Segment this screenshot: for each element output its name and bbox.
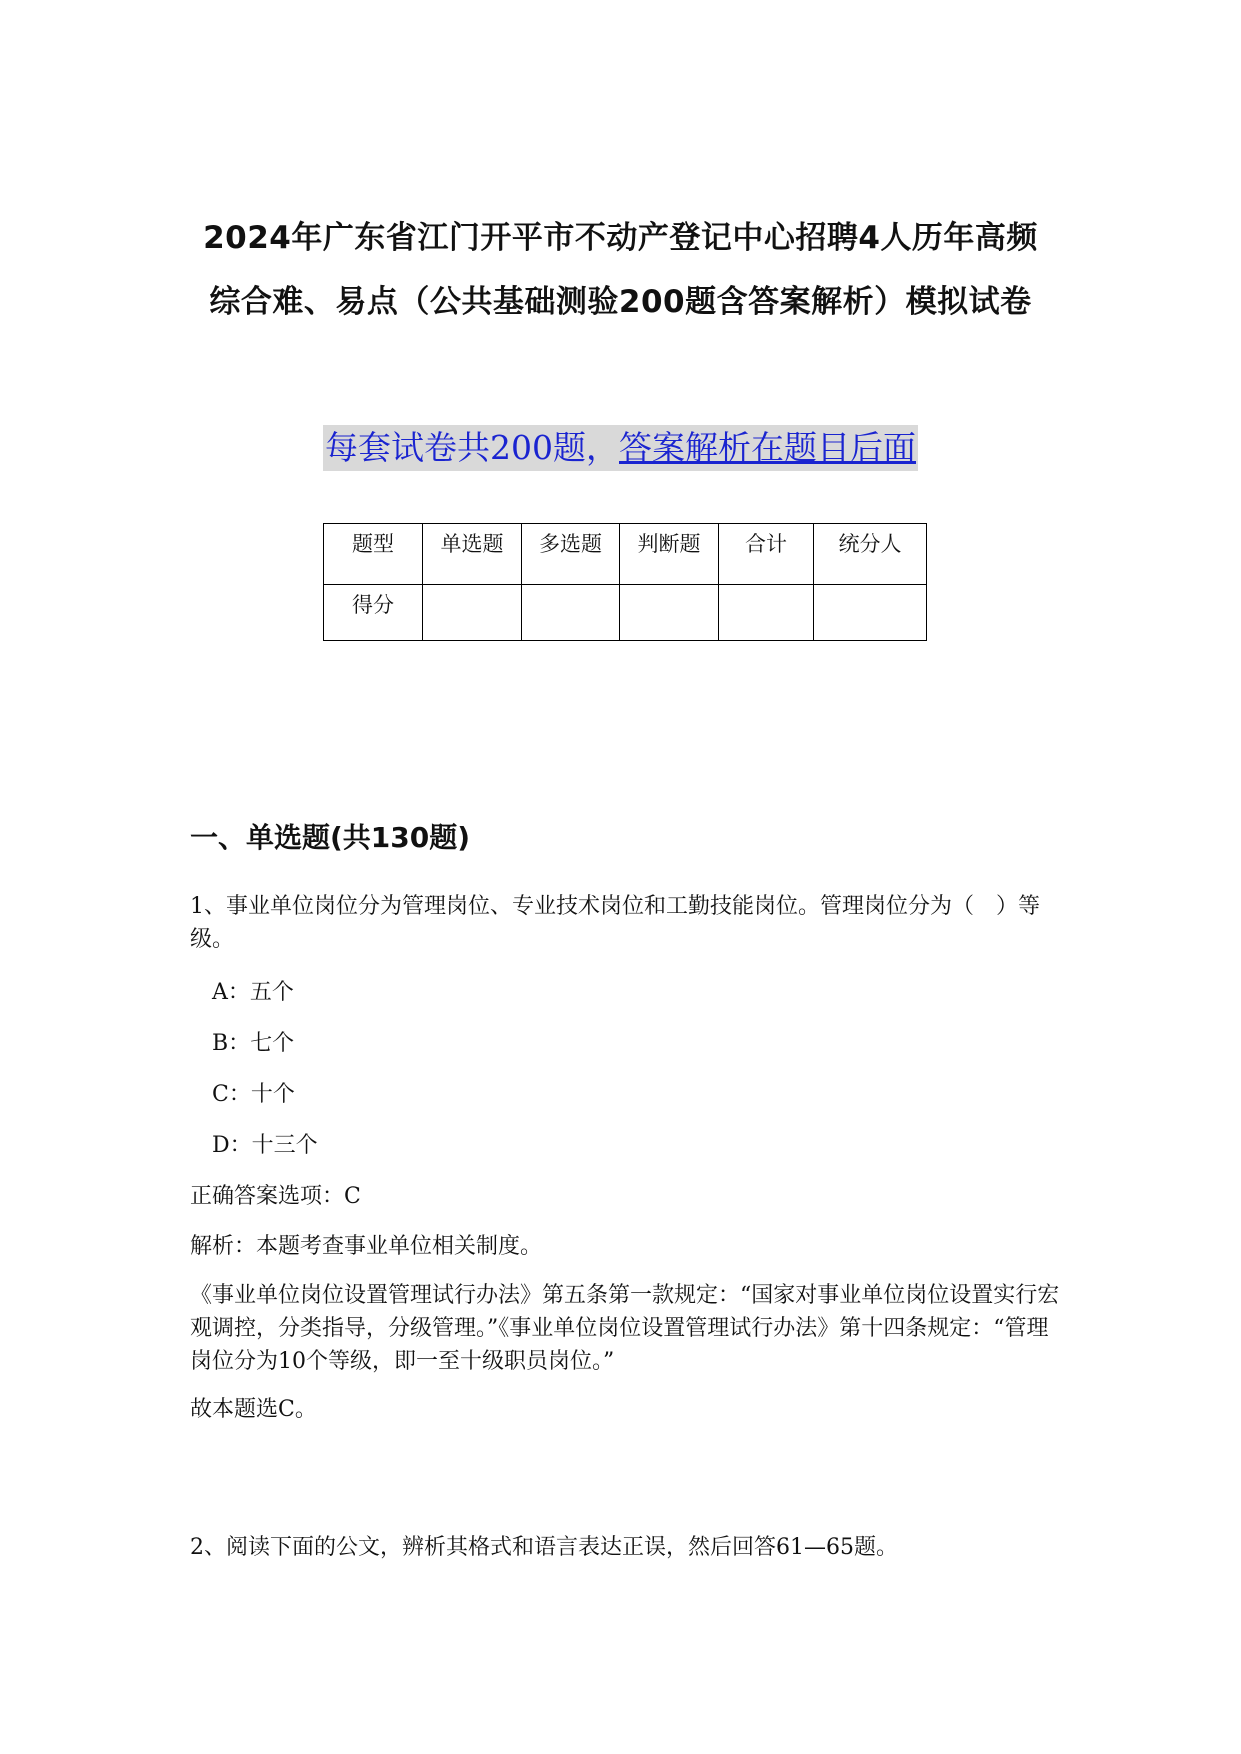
header-cell-scorer: 统分人 [814,524,927,585]
header-cell-judge: 判断题 [620,524,719,585]
score-cell-multi [522,585,620,641]
score-cell-single [423,585,522,641]
question-1-analysis: 解析：本题考查事业单位相关制度。 [190,1234,543,1259]
score-table [323,523,927,641]
header-cell-type: 题型 [324,524,423,585]
question-1-option-b: B：七个 [212,1031,295,1056]
question-1-detail: 《事业单位岗位设置管理试行办法》第五条第一款规定：“国家对事业单位岗位设置实行宏观调控，分类指导，分级管理。”《事业单位岗位设置管理试行办法》第十四条规定：“管理岗位分为10个等级，即一至十级职员岗位。” [190,1283,1060,1374]
header-cell-multi: 多选题 [522,524,620,585]
question-1-conclusion: 故本题选C。 [190,1397,317,1422]
question-1-answer: 正确答案选项：C [190,1184,361,1209]
question-1-option-d: D：十三个 [212,1133,318,1158]
score-table-score-row [324,585,927,641]
header-cell-single: 单选题 [423,524,522,585]
score-cell-total [719,585,814,641]
document-title [150,206,1091,334]
question-1-text: 1、事业单位岗位分为管理岗位、专业技术岗位和工勤技能岗位。管理岗位分为（ ）等级。 [190,894,1040,952]
info-banner [323,425,918,471]
title-line-2: 综合难、易点（公共基础测验200题含答案解析）模拟试卷 [209,284,1032,320]
header-cell-total: 合计 [719,524,814,585]
section-title: 一、单选题(共130题) [190,821,471,854]
score-cell-scorer [814,585,927,641]
question-2-text: 2、阅读下面的公文，辨析其格式和语言表达正误，然后回答61—65题。 [190,1535,898,1560]
question-1-option-a: A：五个 [212,980,294,1005]
title-line-1: 2024年广东省江门开平市不动产登记中心招聘4人历年高频 [203,220,1038,256]
score-cell-judge [620,585,719,641]
score-table-header-row [324,524,927,585]
question-1-option-c: C：十个 [212,1082,295,1107]
row-label-score: 得分 [324,585,423,641]
answer-location-link[interactable]: 答案解析在题目后面 [619,428,916,467]
banner-text: 每套试卷共200题， [325,428,619,467]
